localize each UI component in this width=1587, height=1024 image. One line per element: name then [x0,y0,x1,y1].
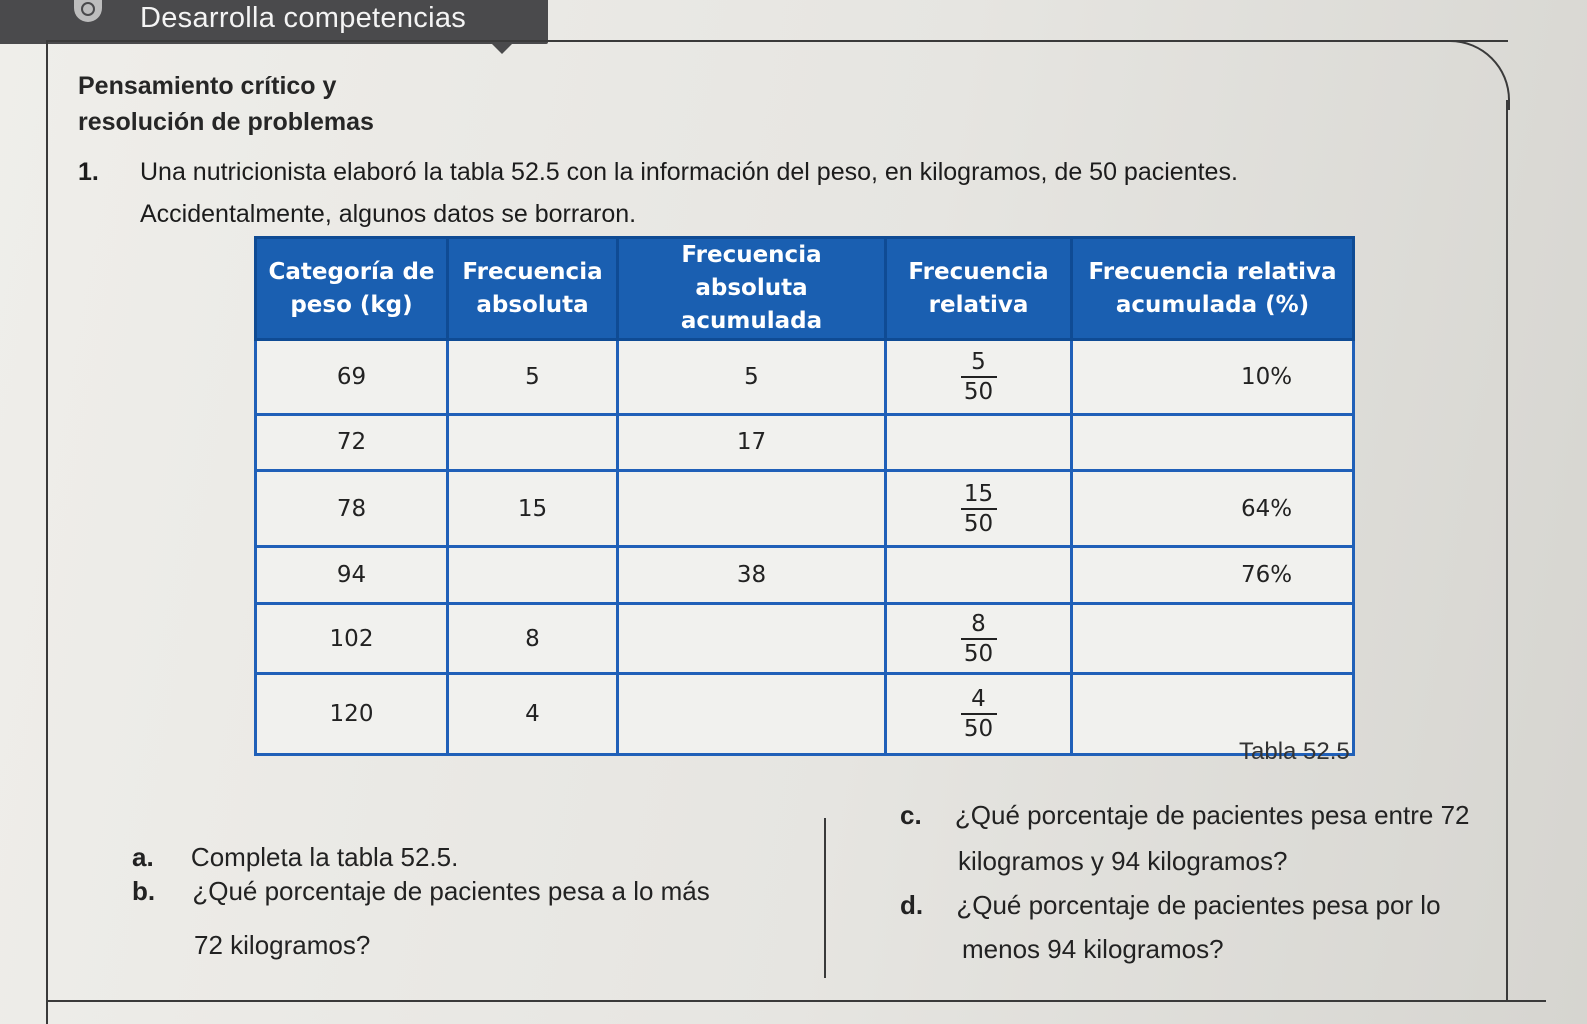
cell-rel [886,340,1072,415]
fraction [960,686,997,742]
fraction-numerator: 8 [971,610,986,637]
cell-abs-acc: 38 [618,547,886,603]
header-category: Categoría de peso (kg) [256,238,448,340]
cell-category: 94 [256,547,448,603]
cell-abs: 15 [448,470,618,547]
cell-category: 78 [256,470,448,547]
cell-rel-acc [1072,603,1354,674]
question-c-text-line1: ¿Qué porcentaje de pacientes pesa entre 72 [954,800,1470,830]
cell-rel [886,470,1072,547]
question-a [132,842,458,872]
cell-rel [886,414,1072,470]
problem-text-line2: Accidentalmente, algunos datos se borraron. [140,200,637,228]
cell-abs-acc: 5 [618,340,886,415]
fraction-denominator: 50 [963,378,994,405]
table-row [256,414,1354,470]
frame-border-right [1506,100,1508,1000]
fraction-bar [961,713,997,715]
question-d-line2: menos 94 kilogramos? [962,934,1224,964]
fraction-numerator: 15 [963,480,994,507]
table-row [256,547,1354,603]
section-title-line1: Pensamiento crítico y [78,72,337,100]
cell-abs: 8 [448,603,618,674]
cell-category: 120 [256,674,448,755]
header-title: Desarrolla competencias [140,2,467,34]
cell-abs: 5 [448,340,618,415]
cell-rel [886,547,1072,603]
table-row [256,674,1354,755]
question-a-text: Completa la tabla 52.5. [190,842,459,872]
cell-abs-acc [618,674,886,755]
question-b-text-line1: ¿Qué porcentaje de pacientes pesa a lo más [192,876,710,906]
frame-border-bottom [46,1000,1546,1002]
fraction-bar [961,508,997,510]
cell-rel-acc: 10% [1072,340,1354,415]
fraction-bar [961,376,997,378]
cell-abs-acc: 17 [618,414,886,470]
problem-text-line1: Una nutricionista elaboró la tabla 52.5 con la información del peso, en kilogramos, de 50 pacientes. [140,158,1238,186]
table-row [256,340,1354,415]
section-title [78,68,374,140]
question-c-label: c. [900,800,922,830]
fraction [960,611,997,667]
table-caption: Tabla 52.5 [1239,738,1350,765]
problem-number: 1. [78,158,99,186]
question-b [132,876,710,906]
header-rel-acc: Frecuencia relativa acumulada (%) [1072,238,1354,340]
question-a-label: a. [132,842,154,872]
cell-category: 102 [256,603,448,674]
fraction [960,349,997,405]
fraction-denominator: 50 [963,510,994,537]
cell-abs [448,547,618,603]
header-abs: Frecuencia absoluta [448,238,618,340]
cell-abs [448,414,618,470]
cell-category: 72 [256,414,448,470]
cell-rel-acc: 76% [1072,547,1354,603]
cell-rel [886,674,1072,755]
question-b-label: b. [132,876,156,906]
fraction-numerator: 5 [971,348,986,375]
frame-border-top [46,40,1508,42]
question-c-line2: kilogramos y 94 kilogramos? [958,846,1288,876]
cell-rel [886,603,1072,674]
fraction-denominator: 50 [963,640,994,667]
question-b-line2: 72 kilogramos? [194,930,371,960]
question-c [900,800,1470,830]
frequency-table [254,236,1355,756]
table-row [256,603,1354,674]
question-d [900,890,1441,920]
fraction-denominator: 50 [963,716,994,743]
ring-icon [74,0,102,22]
fraction-numerator: 4 [971,686,986,713]
header-abs-acc: Frecuencia absoluta acumulada [618,238,886,340]
frame-border-left [46,40,48,1024]
section-title-line2: resolución de problemas [78,108,374,136]
cell-category: 69 [256,340,448,415]
fraction [960,481,997,537]
cell-rel-acc [1072,414,1354,470]
cell-abs-acc [618,470,886,547]
table-header-row [256,238,1354,340]
cell-abs: 4 [448,674,618,755]
table-row [256,470,1354,547]
section-header [0,0,548,44]
fraction-bar [961,638,997,640]
question-d-label: d. [900,890,924,920]
cell-abs-acc [618,603,886,674]
cell-rel-acc: 64% [1072,470,1354,547]
questions-divider [824,818,826,978]
header-rel: Frecuencia relativa [886,238,1072,340]
question-d-text-line1: ¿Qué porcentaje de pacientes pesa por lo [956,890,1441,920]
